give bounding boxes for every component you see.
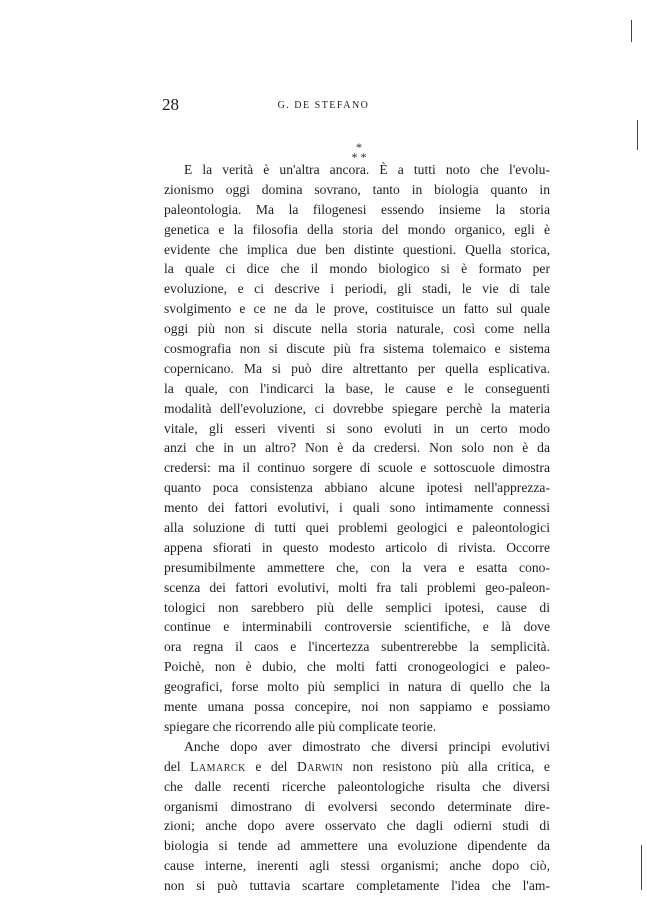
text-line: credersi: ma il continuo sorgere di scuole e sottoscuole dimostra (164, 460, 550, 476)
scan-edge-mark (637, 120, 638, 150)
text-line: ora regna il caos e l'incertezza subentrerebbe la semplicità. (164, 639, 550, 655)
text-line: genetica e la filosofia della storia del mondo organico, egli è (164, 221, 550, 237)
text-line: scenza dei fattori evolutivi, molti fra tali problemi geo-paleon- (164, 579, 550, 595)
text-line: zionismo oggi domina sovrano, tanto in biologia quanto in (164, 181, 550, 197)
text-line: cosmografia non si discute più fra sistema tolemaico e sistema (164, 341, 550, 357)
text-line: tologici non sarebbero più delle semplici ipotesi, cause di (164, 599, 550, 615)
text-line: che dalle recenti ricerche paleontologiche risulta che diversi (164, 778, 550, 794)
text-line: continue e interminabili controversie scientifiche, e là dove (164, 619, 550, 635)
text-line: organismi dimostrano di evolversi secondo determinate dire- (164, 798, 550, 814)
text-line: spiegare che ricorrendo alle più complicate teorie. (164, 718, 437, 734)
text-fragment: non resistono più alla critica, e (352, 758, 550, 774)
asterism-section-break (339, 142, 379, 162)
text-line: alla soluzione di tutti quei problemi geologici e paleontologici (164, 520, 550, 536)
text-line-with-names (164, 757, 550, 777)
text-line: svolgimento e ce ne da le prove, costituisce un fatto sul quale (164, 301, 550, 317)
author-name-darwin: Darwin (296, 758, 344, 774)
text-line: presumibilmente ammettere che, con la vera e esatta cono- (164, 559, 550, 575)
text-line: modalità dell'evoluzione, ci dovrebbe spiegare perchè la materia (164, 400, 550, 416)
body-text (164, 160, 550, 896)
text-line: la quale, con l'indicarci la base, le cause e le conseguenti (164, 380, 550, 396)
text-fragment: del (164, 758, 181, 774)
text-line: copernicano. Ma si può dire altrettanto per quella esplicativa. (164, 360, 550, 376)
text-line: oggi più non si discute nella storia naturale, così come nella (164, 321, 550, 337)
running-head: G. DE STEFANO (277, 100, 370, 111)
text-line: evoluzione, e ci descrive i periodi, gli stadi, le vie di tale (164, 281, 550, 297)
text-line: non si può tuttavia scartare completamente l'idea che l'am- (164, 878, 550, 894)
author-name-lamarck: Lamarck (190, 758, 246, 774)
paragraph-1 (164, 160, 550, 737)
text-line: quanto poca consistenza abbiano alcune ipotesi nell'apprezza- (164, 480, 550, 496)
text-line: mento dei fattori evolutivi, i quali sono intimamente connessi (164, 500, 550, 516)
text-line: geografici, forse molto più semplici in natura di quello che la (164, 679, 550, 695)
text-line: zioni; anche dopo avere osservato che dagli odierni studi di (164, 818, 550, 834)
text-fragment: e del (255, 758, 288, 774)
scan-edge-mark (641, 845, 642, 890)
text-line: la quale ci dice che il mondo biologico si è formato per (164, 261, 550, 277)
text-line: Anche dopo aver dimostrato che diversi principi evolutivi (184, 738, 550, 754)
text-line: anzi che in un altro? Non è da credersi. Non solo non è da (164, 440, 550, 456)
asterism-bottom: * * (351, 150, 367, 164)
text-line: appena sfiorati in questo modesto articolo di rivista. Occorre (164, 539, 550, 555)
asterism-top: * (356, 140, 362, 154)
text-line: biologia si tende ad ammettere una evoluzione dipendente da (164, 838, 550, 854)
text-line: evidente che implica due ben distinte questioni. Quella storica, (164, 241, 550, 257)
scan-edge-mark (631, 20, 632, 42)
text-line: vitale, gli esseri viventi si sono evoluti in un certo modo (164, 420, 550, 436)
text-line: mente umana possa concepire, noi non sappiamo e possiamo (164, 699, 550, 715)
text-line: Poichè, non è dubio, che molti fatti cronogeologici e paleo- (164, 659, 550, 675)
text-line: cause interne, inerenti agli stessi organismi; anche dopo ciò, (164, 858, 550, 874)
text-line: E la verità è un'altra ancora. È a tutti noto che l'evolu- (184, 162, 550, 177)
paragraph-2 (164, 737, 550, 896)
text-line: paleontologia. Ma la filogenesi essendo insieme la storia (164, 201, 550, 217)
page-number: 28 (162, 95, 179, 114)
